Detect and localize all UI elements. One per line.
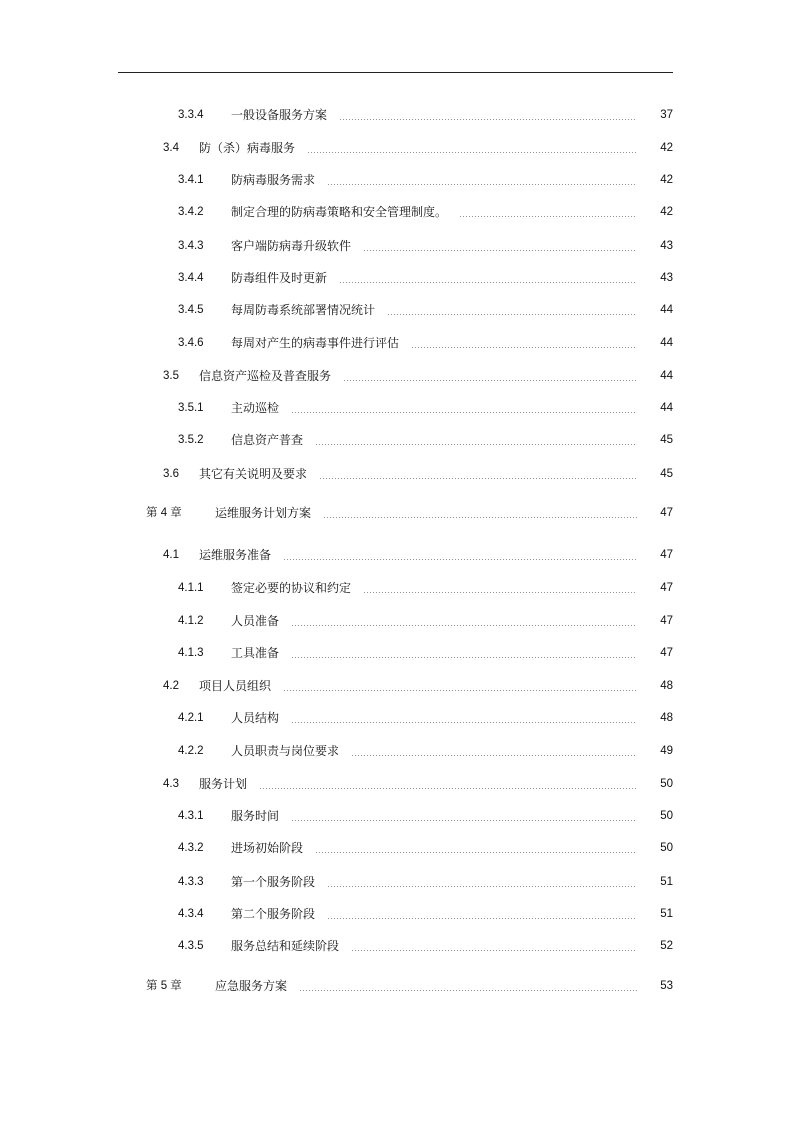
dot-leader xyxy=(291,722,637,723)
toc-entry-number: 4.3.5 xyxy=(178,940,204,952)
toc-entry-title: 项目人员组织 xyxy=(199,679,272,693)
dot-leader xyxy=(315,444,637,445)
dot-leader xyxy=(315,852,637,853)
toc-entry-page: 42 xyxy=(660,142,673,154)
toc-entry-title: 防病毒服务需求 xyxy=(231,173,316,187)
toc-entry-4-3-3[interactable] xyxy=(0,872,792,892)
toc-entry-chapter-5[interactable] xyxy=(0,976,792,996)
toc-entry-3-6[interactable] xyxy=(0,464,792,484)
toc-entry-number: 4.1 xyxy=(163,549,179,561)
dot-leader xyxy=(319,478,637,479)
dot-leader xyxy=(323,517,637,518)
toc-entry-page: 47 xyxy=(660,647,673,659)
toc-entry-title: 服务计划 xyxy=(199,777,248,791)
toc-entry-page: 49 xyxy=(660,745,673,757)
toc-entry-4-3-2[interactable] xyxy=(0,838,792,858)
toc-entry-number: 4.1.3 xyxy=(178,647,204,659)
toc-entry-page: 47 xyxy=(660,549,673,561)
toc-entry-number: 4.2.1 xyxy=(178,712,204,724)
toc-entry-page: 44 xyxy=(660,337,673,349)
toc-entry-title: 运维服务准备 xyxy=(199,548,272,562)
toc-entry-title: 主动巡检 xyxy=(231,401,280,415)
toc-entry-page: 43 xyxy=(660,272,673,284)
toc-entry-number: 3.3.4 xyxy=(178,109,204,121)
toc-entry-title: 第二个服务阶段 xyxy=(231,907,316,921)
toc-entry-number: 3.4.6 xyxy=(178,337,204,349)
toc-entry-number: 4.3.4 xyxy=(178,908,204,920)
toc-entry-page: 52 xyxy=(660,940,673,952)
toc-entry-number: 3.4.5 xyxy=(178,304,204,316)
dot-leader xyxy=(351,755,637,756)
toc-entry-number: 4.2.2 xyxy=(178,745,204,757)
toc-entry-title: 签定必要的协议和约定 xyxy=(231,581,352,595)
toc-entry-page: 44 xyxy=(660,304,673,316)
toc-entry-4-1-2[interactable] xyxy=(0,611,792,631)
toc-entry-number: 第 5 章 xyxy=(146,980,182,992)
toc-entry-4-2-2[interactable] xyxy=(0,741,792,761)
toc-entry-page: 43 xyxy=(660,240,673,252)
toc-entry-title: 人员准备 xyxy=(231,614,280,628)
toc-entry-number: 4.3.1 xyxy=(178,810,204,822)
toc-entry-title: 其它有关说明及要求 xyxy=(199,467,308,481)
toc-entry-page: 42 xyxy=(660,174,673,186)
toc-entry-4-2-1[interactable] xyxy=(0,708,792,728)
toc-entry-title: 人员结构 xyxy=(231,711,280,725)
toc-entry-title: 服务总结和延续阶段 xyxy=(231,939,340,953)
toc-entry-title: 一般设备服务方案 xyxy=(231,108,328,122)
toc-entry-3-5-2[interactable] xyxy=(0,430,792,450)
dot-leader xyxy=(351,950,637,951)
toc-entry-page: 48 xyxy=(660,712,673,724)
toc-entry-title: 服务时间 xyxy=(231,809,280,823)
toc-entry-3-4-5[interactable] xyxy=(0,300,792,320)
toc-entry-page: 47 xyxy=(660,582,673,594)
dot-leader xyxy=(291,820,637,821)
toc-entry-title: 客户端防病毒升级软件 xyxy=(231,239,352,253)
toc-entry-3-4-6[interactable] xyxy=(0,333,792,353)
dot-leader xyxy=(291,657,637,658)
toc-entry-number: 3.6 xyxy=(163,468,179,480)
toc-entry-number: 4.2 xyxy=(163,680,179,692)
toc-entry-number: 3.5.2 xyxy=(178,434,204,446)
toc-entry-number: 4.1.2 xyxy=(178,615,204,627)
toc-entry-title: 制定合理的防病毒策略和安全管理制度。 xyxy=(231,205,448,219)
dot-leader xyxy=(363,250,637,251)
dot-leader xyxy=(307,152,637,153)
dot-leader xyxy=(339,282,637,283)
dot-leader xyxy=(299,990,637,991)
toc-entry-3-5-1[interactable] xyxy=(0,398,792,418)
toc-entry-page: 50 xyxy=(660,842,673,854)
toc-entry-title: 每周对产生的病毒事件进行评估 xyxy=(231,336,400,350)
toc-entry-title: 防毒组件及时更新 xyxy=(231,271,328,285)
dot-leader xyxy=(387,314,637,315)
dot-leader xyxy=(283,559,637,560)
toc-entry-page: 45 xyxy=(660,434,673,446)
toc-entry-chapter-4[interactable] xyxy=(0,503,792,523)
toc-entry-page: 51 xyxy=(660,908,673,920)
toc-entry-3-4-2[interactable] xyxy=(0,202,792,222)
toc-entry-page: 45 xyxy=(660,468,673,480)
toc-entry-number: 4.3 xyxy=(163,778,179,790)
toc-entry-number: 3.4.1 xyxy=(178,174,204,186)
toc-entry-3-3-4[interactable] xyxy=(0,105,792,125)
toc-entry-number: 3.4.3 xyxy=(178,240,204,252)
toc-entry-4-1-1[interactable] xyxy=(0,578,792,598)
toc-entry-number: 3.5 xyxy=(163,370,179,382)
toc-entry-page: 42 xyxy=(660,206,673,218)
dot-leader xyxy=(291,625,637,626)
dot-leader xyxy=(327,886,637,887)
toc-entry-title: 防（杀）病毒服务 xyxy=(199,141,296,155)
toc-entry-title: 进场初始阶段 xyxy=(231,841,304,855)
toc-entry-page: 48 xyxy=(660,680,673,692)
toc-entry-title: 信息资产巡检及普查服务 xyxy=(199,369,332,383)
dot-leader xyxy=(283,690,637,691)
toc-entry-number: 4.3.2 xyxy=(178,842,204,854)
toc-entry-4-1-3[interactable] xyxy=(0,643,792,663)
toc-entry-number: 3.5.1 xyxy=(178,402,204,414)
dot-leader xyxy=(411,347,637,348)
toc-entry-page: 37 xyxy=(660,109,673,121)
toc-entry-title: 工具准备 xyxy=(231,646,280,660)
toc-entry-3-5[interactable] xyxy=(0,366,792,386)
toc-entry-number: 第 4 章 xyxy=(146,507,182,519)
toc-entry-number: 3.4 xyxy=(163,142,179,154)
toc-entry-page: 44 xyxy=(660,370,673,382)
toc-entry-page: 50 xyxy=(660,778,673,790)
toc-entry-3-4[interactable] xyxy=(0,138,792,158)
toc-entry-title: 每周防毒系统部署情况统计 xyxy=(231,303,376,317)
dot-leader xyxy=(327,918,637,919)
dot-leader xyxy=(343,380,637,381)
toc-entry-title: 信息资产普查 xyxy=(231,433,304,447)
toc-entry-4-3-4[interactable] xyxy=(0,904,792,924)
dot-leader xyxy=(291,412,637,413)
dot-leader xyxy=(339,119,637,120)
toc-entry-page: 47 xyxy=(660,615,673,627)
toc-entry-number: 4.3.3 xyxy=(178,876,204,888)
toc-entry-number: 3.4.2 xyxy=(178,206,204,218)
dot-leader xyxy=(327,184,637,185)
toc-entry-number: 4.1.1 xyxy=(178,582,204,594)
toc-entry-page: 50 xyxy=(660,810,673,822)
toc-entry-4-2[interactable] xyxy=(0,676,792,696)
toc-entry-3-4-1[interactable] xyxy=(0,170,792,190)
toc-entry-title: 第一个服务阶段 xyxy=(231,875,316,889)
toc-entry-page: 53 xyxy=(660,980,673,992)
toc-entry-3-4-4[interactable] xyxy=(0,268,792,288)
dot-leader xyxy=(259,788,637,789)
toc-entry-4-3-1[interactable] xyxy=(0,806,792,826)
toc-entry-4-3-5[interactable] xyxy=(0,936,792,956)
toc-entry-page: 44 xyxy=(660,402,673,414)
toc-entry-4-3[interactable] xyxy=(0,774,792,794)
toc-entry-number: 3.4.4 xyxy=(178,272,204,284)
toc-entry-3-4-3[interactable] xyxy=(0,236,792,256)
toc-entry-title: 运维服务计划方案 xyxy=(215,506,312,520)
dot-leader xyxy=(363,592,637,593)
toc-entry-page: 51 xyxy=(660,876,673,888)
dot-leader xyxy=(459,216,637,217)
toc-entry-page: 47 xyxy=(660,507,673,519)
toc-entry-title: 人员职责与岗位要求 xyxy=(231,744,340,758)
toc-entry-4-1[interactable] xyxy=(0,545,792,565)
toc-entry-title: 应急服务方案 xyxy=(215,979,288,993)
